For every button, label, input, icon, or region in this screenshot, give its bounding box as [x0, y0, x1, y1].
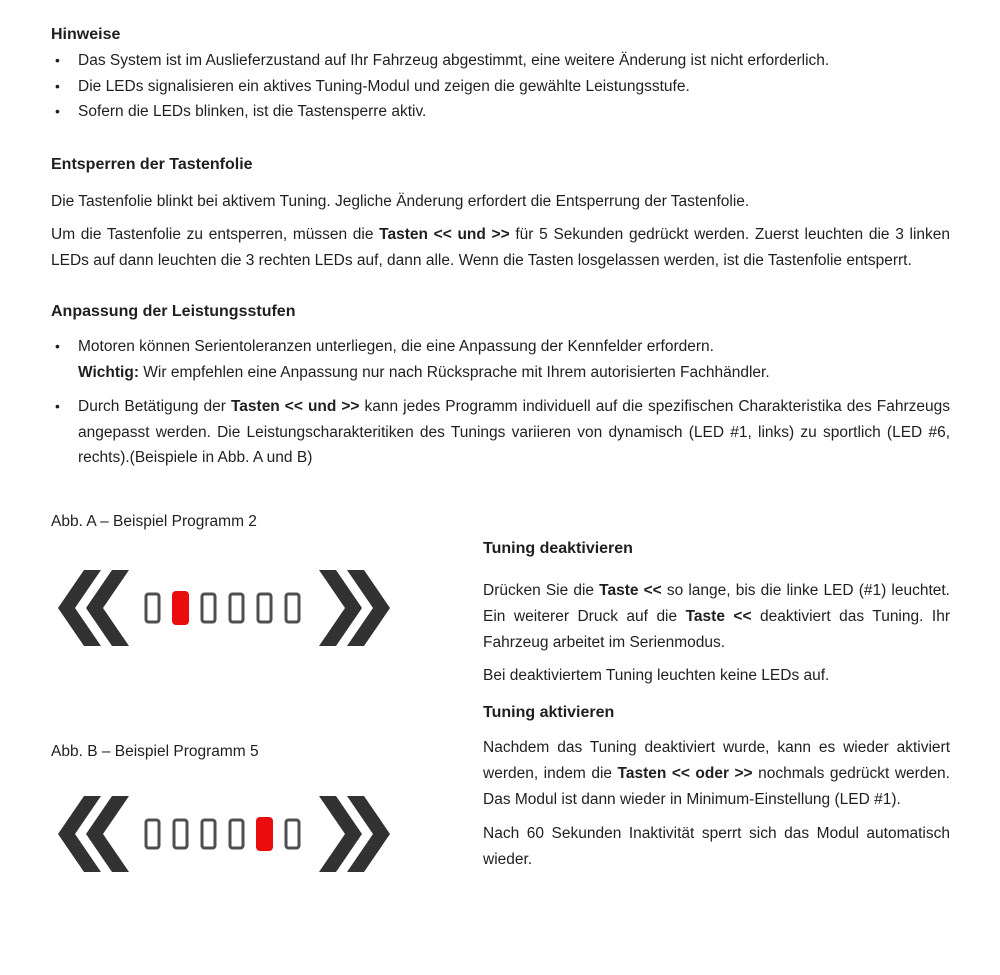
- led: [146, 594, 159, 622]
- double-chevron-right-icon: [319, 570, 390, 646]
- bullet-icon: •: [55, 103, 60, 119]
- bullet-text: Wichtig: Wir empfehlen eine Anpassung nur nach Rücksprache mit Ihrem autorisierten Fachhändler.: [78, 363, 770, 381]
- bullet-text: Durch Betätigung der Tasten << und >> kann jedes Programm individuell auf die spezifischen Charakteristika des Fahrzeugs angepasst werden. Die Leistungscharakteritiken des Tunings variieren von dynamisch (LED #1, links) zu sportlich (LED #6, rechts).(Beispiele in Abb. A und B): [78, 398, 950, 466]
- led: [286, 594, 299, 622]
- paragraph-entsperren: Um die Tastenfolie zu entsperren, müssen die Tasten << und >> für 5 Sekunden gedrückt werden. Zuerst leuchten die 3 linken LEDs auf dann leuchten die 3 rechten LEDs auf, dann alle. Wenn die Tasten losgelassen werden, ist die Tastenfolie entsperrt.: [51, 226, 950, 269]
- led-strip: [146, 817, 299, 851]
- double-chevron-right-icon: [319, 796, 390, 872]
- bullet-icon: •: [55, 52, 60, 68]
- bullet-icon: •: [55, 398, 60, 414]
- led-active: [172, 591, 189, 625]
- led-active: [256, 817, 273, 851]
- bullet-item: [51, 74, 950, 100]
- bullet-text: Die LEDs signalisieren ein aktives Tuning-Modul und zeigen die gewählte Leistungsstufe.: [78, 77, 690, 95]
- bullet-item: [51, 99, 950, 125]
- bullet-text: Sofern die LEDs blinken, ist die Tastensperre aktiv.: [78, 103, 427, 120]
- hinweise-list: [51, 48, 950, 125]
- led: [146, 820, 159, 848]
- double-chevron-left-icon: [58, 796, 129, 872]
- bullet-icon: •: [55, 338, 60, 354]
- led: [202, 594, 215, 622]
- heading-entsperren: Entsperren der Tastenfolie: [51, 156, 253, 173]
- figures-area: [51, 471, 950, 874]
- instructions-column: [483, 471, 950, 874]
- heading-hinweise: Hinweise: [51, 26, 121, 43]
- led: [174, 820, 187, 848]
- bullet-text: Motoren können Serientoleranzen unterliegen, die eine Anpassung der Kennfelder erfordern.: [78, 338, 714, 355]
- heading-anpassung: Anpassung der Leistungsstufen: [51, 303, 296, 320]
- bullet-icon: •: [55, 77, 60, 94]
- paragraph-deaktivieren-2: Bei deaktiviertem Tuning leuchten keine LEDs auf.: [483, 667, 830, 684]
- heading-tuning-deaktivieren: Tuning deaktivieren: [483, 540, 633, 557]
- led-strip: [146, 591, 299, 625]
- bullet-item: [51, 334, 950, 385]
- led: [258, 594, 271, 622]
- heading-tuning-aktivieren: Tuning aktivieren: [483, 704, 615, 721]
- double-chevron-left-icon: [58, 570, 129, 646]
- figures-column: [51, 471, 483, 872]
- led: [286, 820, 299, 848]
- led: [230, 594, 243, 622]
- bullet-item: [51, 48, 950, 74]
- led: [230, 820, 243, 848]
- paragraph-deaktivieren-1: Drücken Sie die Taste << so lange, bis die linke LED (#1) leuchtet. Ein weiterer Druck auf die Taste << deaktiviert das Tuning. Ihr Fahrzeug arbeitet im Serienmodus.: [483, 582, 950, 651]
- led-display-figure-b: [58, 796, 390, 872]
- paragraph-aktivieren-1: Nachdem das Tuning deaktiviert wurde, kann es wieder aktiviert werden, indem die Tasten << oder >> nochmals gedrückt werden. Das Modul ist dann wieder in Minimum-Einstellung (LED #1).: [483, 739, 950, 808]
- figure-caption-b: Abb. B – Beispiel Programm 5: [51, 742, 259, 760]
- paragraph-aktivieren-2: Nach 60 Sekunden Inaktivität sperrt sich das Modul automatisch wieder.: [483, 825, 950, 868]
- led: [202, 820, 215, 848]
- figure-caption-a: Abb. A – Beispiel Programm 2: [51, 512, 257, 530]
- bullet-item: [51, 394, 950, 471]
- paragraph-entsperren-line1: Die Tastenfolie blinkt bei aktivem Tuning. Jegliche Änderung erfordert die Entsperrung der Tastenfolie.: [51, 193, 750, 210]
- bullet-text: Das System ist im Auslieferzustand auf Ihr Fahrzeug abgestimmt, eine weitere Änderung ist nicht erforderlich.: [78, 52, 830, 69]
- led-display-figure-a: [58, 570, 390, 646]
- anpassung-list: [51, 334, 950, 471]
